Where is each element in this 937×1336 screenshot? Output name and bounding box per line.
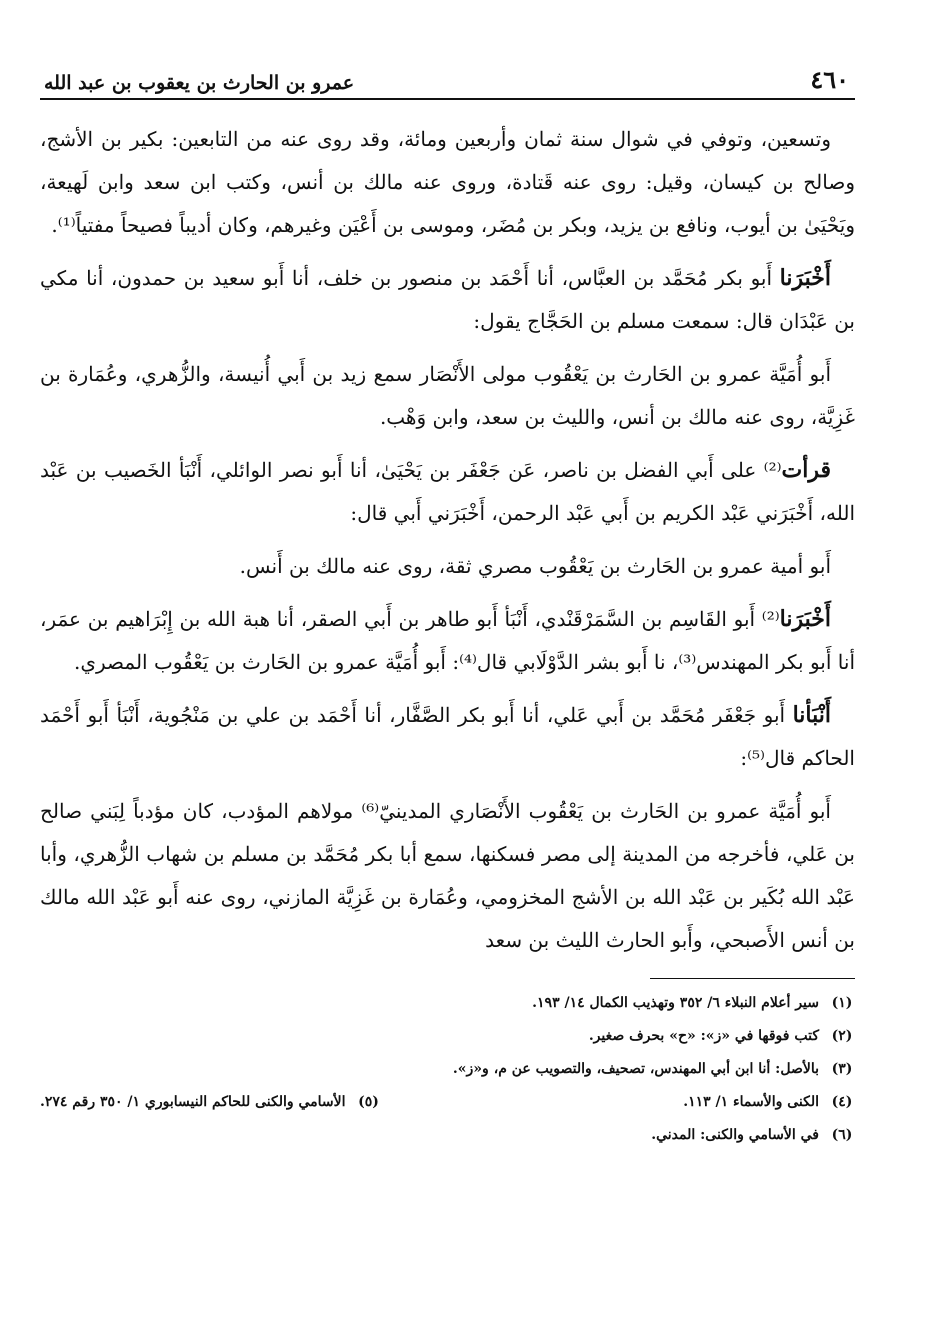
footnote-number: (٥) <box>358 1094 379 1110</box>
footnote <box>683 1086 855 1119</box>
footnote <box>40 1086 382 1119</box>
footnote-text: سير أعلام النبلاء ٦/ ٣٥٢ وتهذيب الكمال ١٤/ ١٩٣. <box>532 995 819 1011</box>
main-text <box>40 118 855 962</box>
paragraph <box>40 257 855 343</box>
paragraph-lead: أَخْبَرَنا <box>779 606 831 632</box>
footnotes <box>40 987 855 1152</box>
footnote-number: (١) <box>831 995 853 1011</box>
paragraph <box>40 449 855 535</box>
page-number: ٤٦٠ <box>810 65 849 94</box>
paragraph <box>40 353 855 439</box>
paragraph <box>40 118 855 247</box>
paragraph <box>40 694 855 780</box>
paragraph-text: أَبو أُمَيَّة عمرو بن الحَارث بن يَعْقُوب الأَنْصَاري المدينيّ⁽⁶⁾ مولاهم المؤدب، كان مؤدباً لِبَني صالح بن عَلي، فأخرجه من المدينة إلى مصر فسكنها، سمع أبا بكر مُحَمَّد بن مسلم بن شهاب الزُّهري، وأبا عَبْد الله بُكَير بن عَبْد الله بن الأشج المخزومي، وعُمَارة بن غَزِيَّة المازني، روى عنه أَبو عَبْد الله مالك بن أنس الأَصبحي، وأَبو الحارث الليث بن سعد <box>40 799 855 952</box>
running-title: عمرو بن الحارث بن يعقوب بن عبد الله <box>44 72 355 94</box>
footnote-number: (٢) <box>831 1028 853 1044</box>
page-header <box>40 50 855 100</box>
paragraph-text: ⁽²⁾ أَبو القَاسِم بن السَّمَرْقَنْدي، أَنْبَأ أَبو طاهر بن أَبي الصقر، أنا هبة الله بن إِبْرَاهيم بن عمَر، أنا أَبو بكر المهندس⁽³⁾، نا أَبو بشر الدَّوْلَابي قال⁽⁴⁾: أَبو أُمَيَّة عمرو بن الحَارث بن يَعْقُوب المصري. <box>40 607 855 674</box>
paragraph-text: ⁽²⁾ على أَبي الفضل بن ناصر، عَن جَعْفَر بن يَحْيَىٰ، أنا أَبو نصر الوائلي، أَنْبَأ الخَصيب بن عَبْد الله، أَخْبَرَني عَبْد الكريم بن أَبي عَبْد الرحمن، أَخْبَرَني أَبي قال: <box>40 458 855 525</box>
footnote-number: (٤) <box>831 1094 853 1110</box>
paragraph-lead: أَنْبَأنا <box>792 702 831 728</box>
paragraph <box>40 598 855 684</box>
footnote-number: (٣) <box>831 1061 853 1077</box>
paragraph-lead: أَخْبَرَنا <box>779 265 831 291</box>
footnote-number: (٦) <box>831 1127 853 1143</box>
paragraph-lead: قرأت <box>781 457 831 483</box>
footnote-divider <box>650 978 855 979</box>
paragraph-text: أَبو أُمَيَّة عمرو بن الحَارث بن يَعْقُوب مولى الأَنْصَار سمع زيد بن أَبي أُنيسة، والزُّهري، وعُمَارة بن غَزِيَّة، روى عنه مالك بن أنس، والليث بن سعد، وابن وَهْب. <box>40 362 855 429</box>
paragraph-text: أَبو بكر مُحَمَّد بن العبَّاس، أنا أَحْمَد بن منصور بن خلف، أنا أَبو سعيد بن حمدون، أنا مكي بن عَبْدَان قال: سمعت مسلم بن الحَجَّاج يقول: <box>40 266 855 333</box>
footnote-text: بالأصل: أنا ابن أبي المهندس، تصحيف، والتصويب عن م، و«ز». <box>452 1061 819 1077</box>
footnote-text: في الأسامي والكنى: المدني. <box>651 1127 819 1143</box>
paragraph <box>40 790 855 962</box>
paragraph-text: أَبو أمية عمرو بن الحَارث بن يَعْقُوب مصري ثقة، روى عنه مالك بن أَنس. <box>239 554 831 578</box>
paragraph-text: وتسعين، وتوفي في شوال سنة ثمان وأربعين ومائة، وقد روى عنه من التابعين: بكير بن الأشج، وصالح بن كيسان، وقيل: روى عنه قَتادة، وروى عنه مالك بن أنس، وكتب ابن سعد وابن لَهيعة، ويَحْيَىٰ بن أيوب، ونافع بن يزيد، وبكر بن مُضَر، وموسى بن أَعْيَن وغيرهم، وكان أديباً فصيحاً مفتياً⁽¹⁾. <box>40 127 855 237</box>
footnote <box>40 1119 855 1152</box>
footnote-text: كتب فوقها في «ز»: «ح» بحرف صغير. <box>588 1028 819 1044</box>
page <box>40 50 855 1152</box>
footnote <box>40 1053 855 1086</box>
footnote-row <box>40 1086 855 1119</box>
footnote-text: الكنى والأسماء ١/ ١١٣. <box>683 1094 819 1110</box>
footnote <box>40 987 855 1020</box>
footnote-text: الأسامي والكنى للحاكم النيسابوري ١/ ٣٥٠ رقم ٢٧٤. <box>40 1094 346 1110</box>
paragraph-text: أَبو جَعْفَر مُحَمَّد بن أَبي عَلي، أنا أَبو بكر الصَّفَّار، أنا أَحْمَد بن علي بن مَنْجُوية، أَنْبَأ أَبو أَحْمَد الحاكم قال⁽⁵⁾: <box>40 703 855 770</box>
footnote <box>40 1020 855 1053</box>
paragraph <box>40 545 855 588</box>
